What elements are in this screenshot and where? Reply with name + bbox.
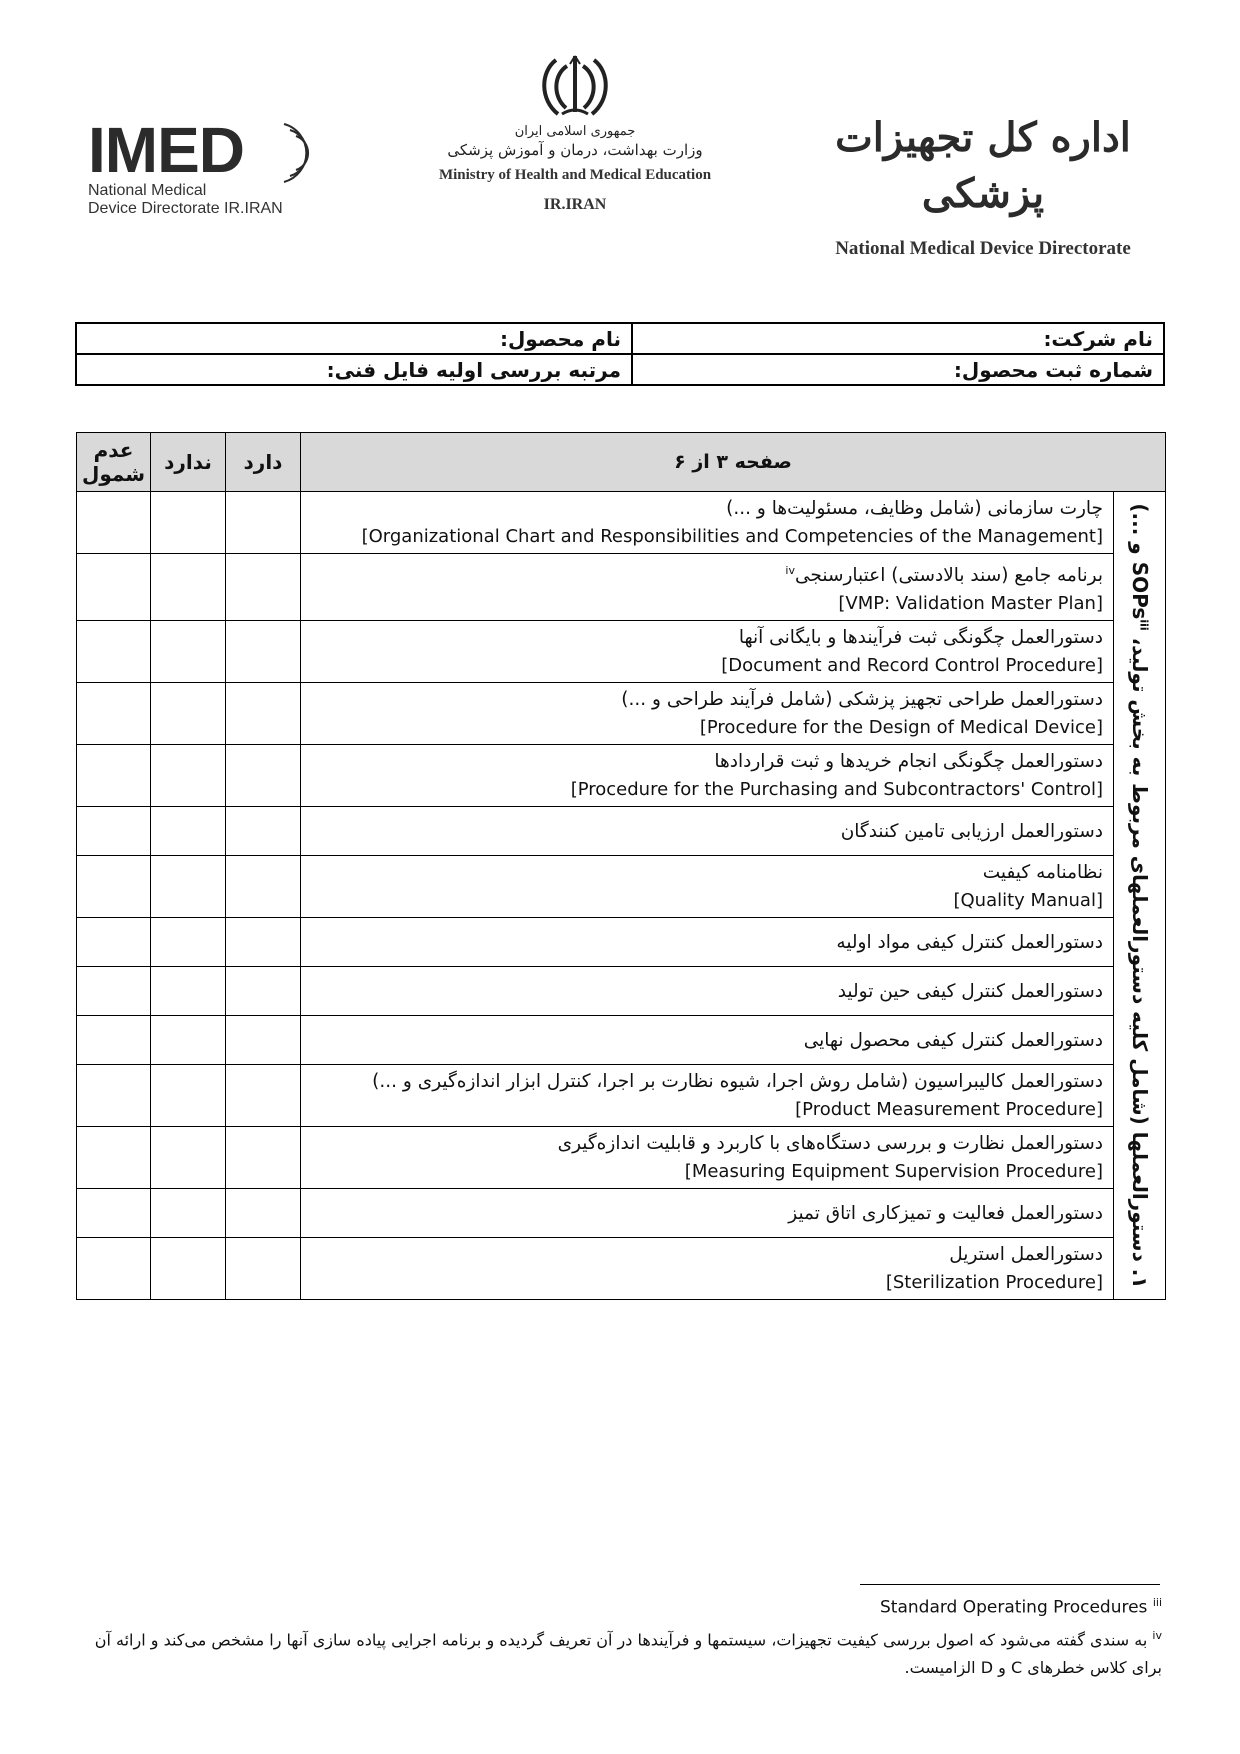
checkbox-cell-not-applicable[interactable] — [77, 683, 151, 745]
imed-wordmark: IMED — [88, 114, 244, 186]
checkbox-cell-hasnot[interactable] — [151, 621, 226, 683]
col-header-na-line1: عدم — [93, 438, 134, 462]
item-title-en: [Organizational Chart and Responsibilities and Competencies of the Management] — [361, 526, 1103, 547]
checkbox-cell-hasnot[interactable] — [151, 967, 226, 1016]
review-round-field[interactable]: مرتبه بررسی اولیه فایل فنی: — [76, 354, 632, 385]
checkbox-cell-has[interactable] — [226, 745, 301, 807]
section-title-cell — [1114, 492, 1166, 1300]
checkbox-cell-has[interactable] — [226, 918, 301, 967]
checklist-item — [301, 745, 1114, 807]
item-title-en: [VMP: Validation Master Plan] — [838, 593, 1103, 615]
checkbox-cell-not-applicable[interactable] — [77, 856, 151, 918]
nmdd-en-name: National Medical Device Directorate — [835, 238, 1131, 259]
checkbox-cell-not-applicable[interactable] — [77, 492, 151, 554]
checkbox-cell-has[interactable] — [226, 1238, 301, 1300]
footnote-iii — [880, 1596, 1162, 1618]
col-header-not-applicable — [77, 433, 151, 492]
checkbox-cell-not-applicable[interactable] — [77, 807, 151, 856]
checkbox-cell-has[interactable] — [226, 1016, 301, 1065]
checklist-item — [301, 492, 1114, 554]
checkbox-cell-hasnot[interactable] — [151, 1016, 226, 1065]
item-title-fa — [311, 859, 1103, 887]
checkbox-cell-hasnot[interactable] — [151, 856, 226, 918]
checkbox-cell-not-applicable[interactable] — [77, 918, 151, 967]
imed-line1: National Medical — [88, 182, 207, 199]
checkbox-cell-has[interactable] — [226, 1189, 301, 1238]
checkbox-cell-hasnot[interactable] — [151, 807, 226, 856]
checklist-row — [77, 918, 1166, 967]
checkbox-cell-has[interactable] — [226, 1127, 301, 1189]
checkbox-cell-hasnot[interactable] — [151, 745, 226, 807]
checkbox-cell-not-applicable[interactable] — [77, 745, 151, 807]
footnote-iv-text: به سندی گفته می‌شود که اصول بررسی کیفیت تجهیزات، سیستمها و فرآیندها در آن تعریف گردیده و برنامه اجرایی پیاده سازی آنها را مشخص می‌کند و ارائه آن برای کلاس خطرهای C و D الزامیست. — [94, 1630, 1162, 1678]
checklist-row — [77, 1127, 1166, 1189]
item-title-fa — [311, 1068, 1103, 1096]
checklist-item — [301, 1016, 1114, 1065]
checkbox-cell-hasnot[interactable] — [151, 492, 226, 554]
checkbox-cell-has[interactable] — [226, 967, 301, 1016]
checklist-row — [77, 745, 1166, 807]
item-title-fa-text: دستورالعمل ارزیابی تامین کنندگان — [840, 820, 1103, 842]
item-title-fa — [311, 1200, 1103, 1228]
checkbox-cell-hasnot[interactable] — [151, 918, 226, 967]
checkbox-cell-has[interactable] — [226, 856, 301, 918]
imed-arc-icon — [280, 120, 316, 186]
nmdd-logo — [808, 110, 1158, 259]
checklist-item — [301, 1065, 1114, 1127]
ministry-fa-line1: جمهوری اسلامی ایران — [514, 124, 636, 139]
item-title-en: [Procedure for the Purchasing and Subcontractors' Control] — [570, 779, 1103, 801]
item-title-fa — [311, 1027, 1103, 1055]
checklist-row — [77, 683, 1166, 745]
section-title-footnote-mark: iii — [1137, 618, 1151, 631]
checklist-row — [77, 1016, 1166, 1065]
col-header-na-line2: شمول — [82, 462, 145, 486]
item-title-fa-text: دستورالعمل کالیبراسیون (شامل روش اجرا، شیوه نظارت بر اجرا، کنترل ابزار اندازه‌گیری و ...) — [372, 1071, 1103, 1093]
checkbox-cell-has[interactable] — [226, 492, 301, 554]
checklist-row — [77, 554, 1166, 621]
footnote-separator — [860, 1584, 1160, 1585]
checklist-item — [301, 807, 1114, 856]
footnote-iv — [72, 1622, 1162, 1682]
col-header-has: دارد — [226, 433, 301, 492]
checklist-row — [77, 967, 1166, 1016]
ministry-logo — [400, 50, 750, 255]
item-title-fa — [311, 1241, 1103, 1269]
ministry-fa-line2: وزارت بهداشت، درمان و آموزش پزشکی — [447, 141, 703, 159]
checkbox-cell-not-applicable[interactable] — [77, 1238, 151, 1300]
checklist-row — [77, 621, 1166, 683]
checkbox-cell-hasnot[interactable] — [151, 1127, 226, 1189]
item-title-en: [Procedure for the Design of Medical Device] — [699, 717, 1103, 739]
checkbox-cell-has[interactable] — [226, 554, 301, 621]
section-title-text: ۱. دستورالعملها (شامل کلیه دستورالعملهای مربوط به بخش تولید، SOPs — [1127, 561, 1152, 1289]
item-title-fa — [311, 929, 1103, 957]
item-title-fa-text: دستورالعمل چگونگی ثبت فرآیندها و بایگانی آنها — [738, 627, 1103, 649]
checklist-row — [77, 1189, 1166, 1238]
item-title-fa-text: دستورالعمل کنترل کیفی مواد اولیه — [836, 931, 1103, 953]
item-title-fa — [311, 624, 1103, 652]
item-title-fa-text: برنامه جامع (سند بالادستی) اعتبارسنجی — [795, 565, 1103, 587]
checklist-item — [301, 621, 1114, 683]
footnote-iii-text: Standard Operating Procedures — [880, 1597, 1148, 1618]
checklist-item — [301, 1238, 1114, 1300]
checkbox-cell-hasnot[interactable] — [151, 1238, 226, 1300]
nmdd-fa-name: اداره کل تجهیزات پزشکی — [835, 114, 1131, 217]
item-title-fa-text: دستورالعمل کنترل کیفی حین تولید — [837, 980, 1103, 1002]
item-title-en: [Document and Record Control Procedure] — [721, 655, 1103, 677]
item-title-fa-text: نظامنامه کیفیت — [982, 862, 1103, 884]
checkbox-cell-hasnot[interactable] — [151, 1065, 226, 1127]
item-title-fa — [311, 978, 1103, 1006]
item-title-fa-text: دستورالعمل طراحی تجهیز پزشکی (شامل فرآیند طراحی و ...) — [621, 689, 1103, 711]
checklist-row — [77, 492, 1166, 554]
iran-emblem-icon — [534, 50, 616, 120]
item-title-fa — [311, 557, 1103, 590]
checkbox-cell-hasnot[interactable] — [151, 1189, 226, 1238]
product-info-table — [75, 322, 1165, 386]
item-title-fa-text: دستورالعمل فعالیت و تمیزکاری اتاق تمیز — [788, 1202, 1103, 1224]
item-title-fa — [311, 686, 1103, 714]
checklist-item — [301, 918, 1114, 967]
ministry-country: IR.IRAN — [543, 196, 607, 213]
company-name-field[interactable]: نام شرکت: — [632, 323, 1164, 354]
checklist-row — [77, 1238, 1166, 1300]
checkbox-cell-not-applicable[interactable] — [77, 1189, 151, 1238]
checklist-item — [301, 1127, 1114, 1189]
imed-line2: Device Directorate IR.IRAN — [88, 200, 283, 217]
page-number-header: صفحه ۳ از ۶ — [301, 433, 1166, 492]
checkbox-cell-hasnot[interactable] — [151, 683, 226, 745]
item-footnote-mark: iv — [785, 564, 795, 577]
checklist-item — [301, 554, 1114, 621]
checklist-item — [301, 967, 1114, 1016]
item-title-fa — [311, 818, 1103, 846]
checkbox-cell-not-applicable[interactable] — [77, 1065, 151, 1127]
checkbox-cell-has[interactable] — [226, 683, 301, 745]
item-title-fa — [311, 495, 1103, 523]
checkbox-cell-not-applicable[interactable] — [77, 1127, 151, 1189]
item-title-en: [Measuring Equipment Supervision Procedure] — [684, 1161, 1103, 1183]
checkbox-cell-not-applicable[interactable] — [77, 1016, 151, 1065]
item-title-en: [Sterilization Procedure] — [885, 1272, 1103, 1294]
item-title-fa — [311, 748, 1103, 776]
col-header-hasnot: ندارد — [151, 433, 226, 492]
checkbox-cell-not-applicable[interactable] — [77, 554, 151, 621]
checkbox-cell-not-applicable[interactable] — [77, 967, 151, 1016]
footnote-iii-mark: iii — [1152, 1596, 1162, 1609]
item-title-en: [Quality Manual] — [953, 890, 1103, 912]
checklist-item — [301, 856, 1114, 918]
section-title-tail: و ...) — [1127, 502, 1152, 562]
imed-logo — [88, 114, 308, 228]
item-title-fa-text: چارت سازمانی (شامل وظایف، مسئولیت‌ها و ...) — [726, 498, 1103, 519]
item-title-fa-text: دستورالعمل کنترل کیفی محصول نهایی — [803, 1029, 1103, 1051]
item-title-fa-text: دستورالعمل چگونگی انجام خریدها و ثبت قراردادها — [714, 751, 1103, 773]
product-name-field[interactable]: نام محصول: — [76, 323, 632, 354]
item-title-fa — [311, 1130, 1103, 1158]
item-title-fa-text: دستورالعمل نظارت و بررسی دستگاه‌های با کاربرد و قابلیت اندازه‌گیری — [557, 1133, 1103, 1155]
checklist-row — [77, 807, 1166, 856]
footnote-iv-mark: iv — [1152, 1629, 1162, 1642]
checkbox-cell-has[interactable] — [226, 807, 301, 856]
item-title-en: [Product Measurement Procedure] — [795, 1099, 1103, 1121]
ministry-en-name: Ministry of Health and Medical Education — [438, 167, 712, 183]
checklist-row — [77, 856, 1166, 918]
procedures-checklist-table — [76, 432, 1166, 1300]
checkbox-cell-hasnot[interactable] — [151, 554, 226, 621]
section-title — [1128, 503, 1152, 1288]
registration-number-field[interactable]: شماره ثبت محصول: — [632, 354, 1164, 385]
checkbox-cell-not-applicable[interactable] — [77, 621, 151, 683]
checkbox-cell-has[interactable] — [226, 621, 301, 683]
item-title-fa-text: دستورالعمل استریل — [949, 1244, 1103, 1266]
checklist-header-row — [77, 433, 1166, 492]
checklist-row — [77, 1065, 1166, 1127]
checklist-item — [301, 1189, 1114, 1238]
checkbox-cell-has[interactable] — [226, 1065, 301, 1127]
checklist-item — [301, 683, 1114, 745]
